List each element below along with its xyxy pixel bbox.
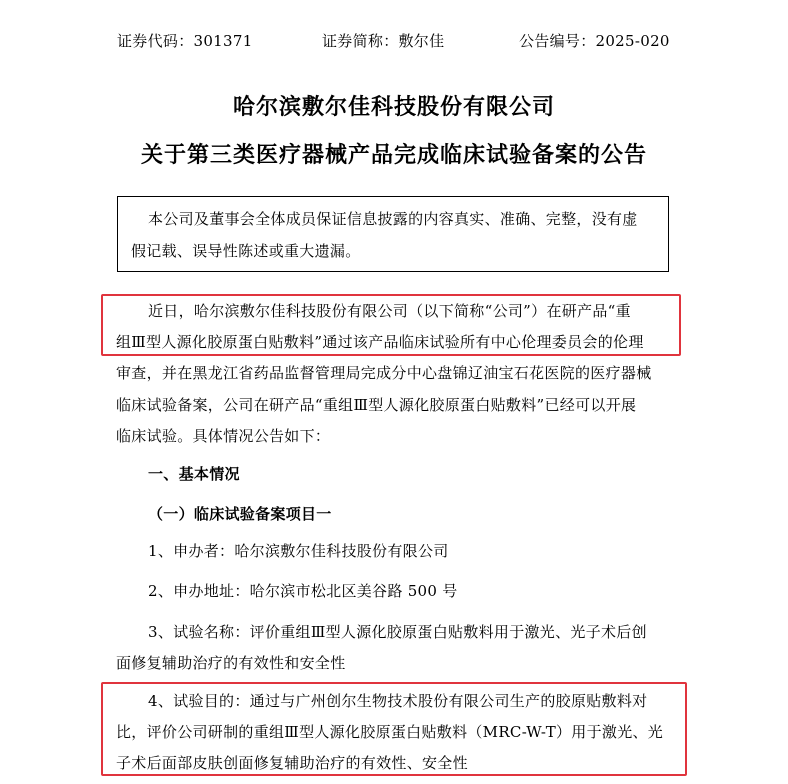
item-purpose-line-3: 子术后面部皮肤创面修复辅助治疗的有效性、安全性: [116, 754, 468, 772]
item-trial-name-line-1: 3、试验名称：评价重组Ⅲ型人源化胶原蛋白贴敷料用于激光、光子术后创: [148, 623, 647, 641]
item-purpose-line-2: 比，评价公司研制的重组Ⅲ型人源化胶原蛋白贴敷料（MRC-W-T）用于激光、光: [116, 723, 664, 741]
announcement-title: 关于第三类医疗器械产品完成临床试验备案的公告: [140, 143, 647, 168]
item-address: 2、申办地址：哈尔滨市松北区美谷路 500 号: [148, 582, 458, 600]
disclaimer-line-1: 本公司及董事会全体成员保证信息披露的内容真实、准确、完整，没有虚: [148, 210, 638, 228]
intro-line-1: 近日，哈尔滨敷尔佳科技股份有限公司（以下简称“公司”）在研产品“重: [148, 302, 631, 320]
stock-code: 证券代码：301371: [117, 32, 253, 50]
intro-line-4: 临床试验备案，公司在研产品“重组Ⅲ型人源化胶原蛋白贴敷料”已经可以开展: [116, 396, 637, 414]
section-heading: 一、基本情况: [148, 465, 240, 483]
disclaimer-line-2: 假记载、误导性陈述或重大遗漏。: [131, 242, 361, 260]
highlight-box-intro: [101, 294, 681, 356]
highlight-box-purpose: [101, 682, 687, 776]
company-title: 哈尔滨敷尔佳科技股份有限公司: [232, 95, 555, 120]
intro-line-5: 临床试验。具体情况公告如下：: [116, 427, 331, 445]
item-sponsor: 1、申办者：哈尔滨敷尔佳科技股份有限公司: [148, 542, 449, 560]
stock-short-name: 证券简称：敷尔佳: [322, 32, 445, 50]
intro-line-2: 组Ⅲ型人源化胶原蛋白贴敷料”通过该产品临床试验所有中心伦理委员会的伦理: [116, 333, 644, 351]
notice-number: 公告编号：2025-020: [519, 32, 670, 50]
section-subheading: （一）临床试验备案项目一: [148, 505, 332, 523]
intro-line-3: 审查，并在黑龙江省药品监督管理局完成分中心盘锦辽油宝石花医院的医疗器械: [116, 364, 652, 382]
item-trial-name-line-2: 面修复辅助治疗的有效性和安全性: [116, 654, 346, 672]
item-purpose-line-1: 4、试验目的：通过与广州创尔生物技术股份有限公司生产的胶原贴敷料对: [148, 692, 648, 710]
